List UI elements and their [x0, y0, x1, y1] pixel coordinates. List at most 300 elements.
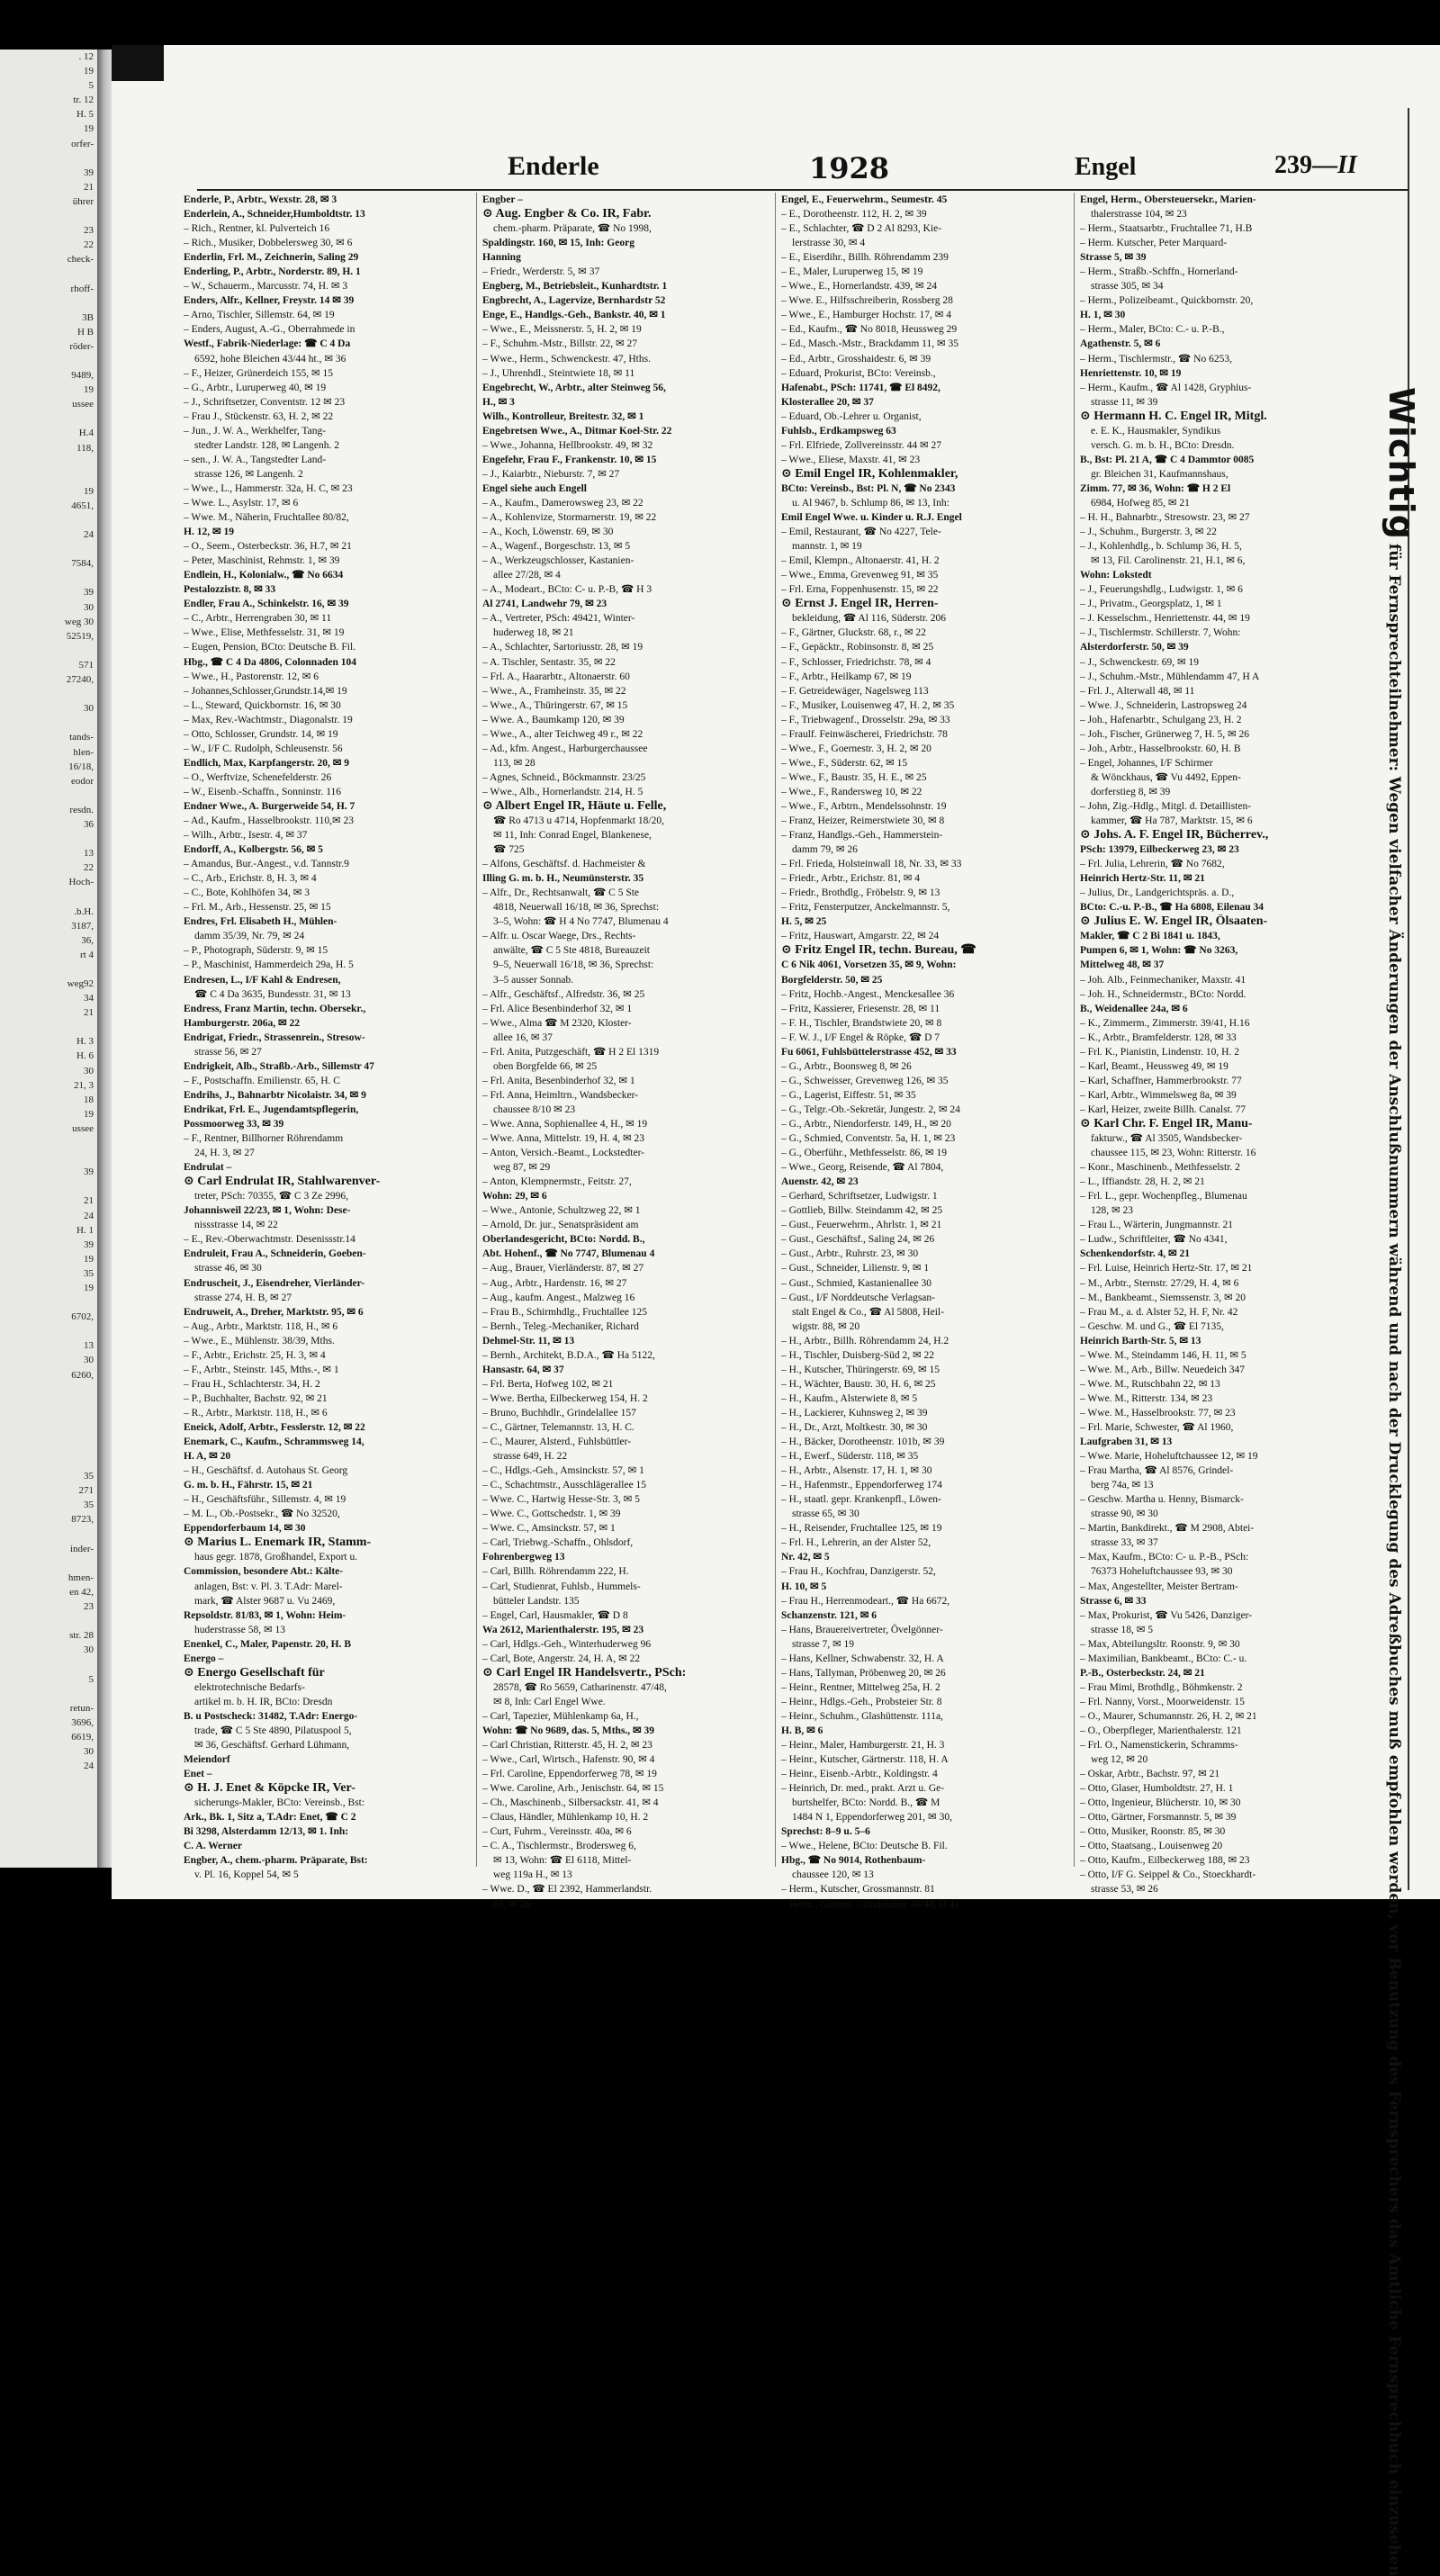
directory-entry: – J., Feuerungshdlg., Ludwigstr. 1, ✉ 6 [1080, 584, 1243, 596]
left-page-fragment: 22 [84, 239, 94, 251]
directory-entry: – Karl, Schaffner, Hammerbrookstr. 77 [1080, 1075, 1242, 1086]
directory-entry: – W., Eisenb.-Schaffn., Sonninstr. 116 [184, 786, 342, 797]
directory-entry: Enemark, C., Kaufm., Schrammsweg 14, [184, 1437, 364, 1448]
directory-entry: – Ludw., Schriftleiter, ☎ No 4341, [1080, 1234, 1228, 1246]
directory-entry: – Herm. Kutscher, Peter Marquard- [1080, 238, 1228, 249]
directory-entry: – Friedr., Brothdlg., Fröbelstr. 9, ✉ 13 [781, 887, 940, 899]
directory-entry: – Friedr., Arbtr., Erichstr. 81, ✉ 4 [781, 873, 921, 885]
directory-entry: Engel, E., Feuerwehrm., Seumestr. 45 [781, 194, 948, 205]
directory-entry: Repsoldstr. 81/83, ✉ 1, Wohn: Heim- [184, 1609, 346, 1621]
directory-entry: – Fraulf. Feinwäscherei, Friedrichstr. 78 [781, 728, 948, 740]
directory-entry: – F. Getreidewäger, Nagelsweg 113 [781, 685, 929, 697]
directory-entry: – F., Gepäcktr., Robinsonstr. 8, ✉ 25 [781, 642, 934, 653]
directory-entry: – Otto, Glaser, Humboldtstr. 27, H. 1 [1080, 1783, 1234, 1795]
directory-entry: weg 87, ✉ 29 [493, 1162, 551, 1174]
directory-entry: Engebrecht, W., Arbtr., alter Steinweg 56, [482, 382, 666, 393]
directory-entry: Enenkel, C., Maler, Papenstr. 20, H. B [184, 1638, 352, 1650]
directory-entry: Engel siehe auch Engell [482, 482, 587, 494]
directory-entry: – Herm., Polizeibeamt., Quickbornstr. 20, [1080, 295, 1254, 307]
directory-entry: Enet – [184, 1769, 212, 1780]
directory-entry: – F., Gärtner, Gluckstr. 68, r., ✉ 22 [781, 627, 926, 639]
directory-entry: strasse 46, ✉ 30 [194, 1263, 262, 1274]
directory-entry: – F., Arbtr., Steinstr. 145, Mths.-, ✉ 1 [184, 1364, 339, 1375]
directory-entry: – Agnes, Schneid., Böckmannstr. 23/25 [482, 771, 646, 783]
directory-entry: – M., Bankbeamt., Siemssenstr. 3, ✉ 20 [1080, 1292, 1246, 1303]
directory-entry: ✉ 36, Geschäftsf. Gerhard Lühmann, [194, 1740, 350, 1752]
directory-entry: anwälte, ☎ C 5 Ste 4818, Bureauzeit [493, 945, 651, 957]
left-page-fragment [0, 1440, 97, 1455]
directory-entry: – C., Maurer, Alsterd., Fuhlsbüttler- [482, 1437, 632, 1448]
directory-entry: C 6 Nik 4061, Vorsetzen 35, ✉ 9, Wohn: [781, 959, 957, 971]
left-page-fragment: 19 [84, 1282, 94, 1293]
left-page-fragment [0, 962, 97, 977]
directory-entry: Endresen, L., I/F Kahl & Endresen, [184, 974, 341, 986]
directory-entry: 4818, Neuerwall 16/18, ✉ 36, Sprechst: [493, 902, 660, 914]
directory-entry: damm 79, ✉ 26 [792, 844, 858, 856]
left-page-fragment: 30 [84, 1065, 94, 1076]
directory-entry: u. Al 9467, b. Schlump 86, ✉ 13, Inh: [792, 497, 950, 509]
directory-entry: Engebretsen Wwe., A., Ditmar Koel-Str. 22 [482, 425, 672, 437]
directory-entry: – F., Arbtr., Erichstr. 25, H. 3, ✉ 4 [184, 1349, 326, 1361]
left-page-fragment: 3696, [71, 1716, 94, 1728]
directory-entry: dorferstieg 8, ✉ 39 [1091, 786, 1171, 797]
directory-entry: allee 16, ✉ 37 [493, 1031, 553, 1043]
directory-entry: chaussee 115, ✉ 23, Wohn: Ritterstr. 16 [1091, 1148, 1256, 1159]
directory-entry: – K., Zimmerm., Zimmerstr. 39/41, H.16 [1080, 1017, 1250, 1029]
directory-entry: – Frau L., Wärterin, Jungmannstr. 21 [1080, 1220, 1234, 1231]
directory-entry: 76373 Hoheluftchaussee 93, ✉ 30 [1091, 1566, 1233, 1578]
directory-entry: – Wwe., F., Goernestr. 3, H. 2, ✉ 20 [781, 743, 932, 754]
directory-entry: elektrotechnische Bedarfs- [194, 1681, 305, 1693]
directory-entry: – Julius, Dr., Landgerichtspräs. a. D., [1080, 887, 1235, 899]
directory-entry: – Wwe. J., Schneiderin, Lastropsweg 24 [1080, 699, 1247, 711]
notice-title: Wichtig [1382, 387, 1421, 540]
directory-entry: – Emil, Klempn., Altonaerstr. 41, H. 2 [781, 555, 940, 567]
directory-entry: – Gust., Arbtr., Ruhrstr. 23, ✉ 30 [781, 1248, 919, 1260]
directory-entry: damm 35/39, Nr. 79, ✉ 24 [194, 931, 305, 942]
directory-entry: – Frl. Luise, Heinrich Hertz-Str. 17, ✉ 21 [1080, 1263, 1253, 1274]
directory-entry: – J., Privatm., Georgsplatz, 1, ✉ 1 [1080, 599, 1222, 610]
directory-entry: – Carl, Tapezier, Mühlenkamp 6a, H., [482, 1710, 639, 1722]
directory-entry: Wa 2612, Marienthalerstr. 195, ✉ 23 [482, 1624, 644, 1635]
directory-entry: – C., Arb., Erichstr. 8, H. 3, ✉ 4 [184, 873, 317, 885]
directory-entry: C. A. Werner [184, 1841, 242, 1852]
directory-entry: – Wwe., F., Arbtrn., Mendelssohnstr. 19 [781, 800, 947, 812]
directory-entry: – Aug., kaufm. Angest., Malzweg 16 [482, 1292, 635, 1303]
directory-entry: – Wwe., Antonie, Schultzweg 22, ✉ 1 [482, 1205, 641, 1217]
directory-entry: – G., Arbtr., Boonsweg 8, ✉ 26 [781, 1060, 912, 1072]
directory-entry: – Wwe., Alb., Hornerlandstr. 214, H. 5 [482, 786, 644, 797]
header-year: 1928 [809, 151, 890, 185]
directory-entry: Dehmel-Str. 11, ✉ 13 [482, 1335, 575, 1347]
directory-entry: & Wönckhaus, ☎ Vu 4492, Eppen- [1091, 771, 1241, 783]
directory-entry: – Eduard, Ob.-Lehrer u. Organist, [781, 410, 922, 422]
directory-entry: – C., Gärtner, Telemannstr. 13, H. C. [482, 1421, 634, 1433]
directory-entry: sicherungs-Makler, BCto: Vereinsb., Bst: [194, 1797, 365, 1809]
directory-entry: – Alfr., Dr., Rechtsanwalt, ☎ C 5 Ste [482, 887, 640, 899]
directory-entry: – Carl Christian, Ritterstr. 45, H. 2, ✉ 23 [482, 1740, 652, 1752]
left-page-fragment: weg92 [67, 978, 94, 989]
left-page-fragment [0, 644, 97, 658]
directory-entry: – Heinr., Hdlgs.-Geh., Probsteier Str. 8 [781, 1696, 942, 1707]
directory-entry: Fuhlsb., Erdkampsweg 63 [781, 425, 896, 437]
directory-entry: Westf., Fabrik-Niederlage: ☎ C 4 Da [184, 338, 351, 350]
directory-entry: – A., Werkzeugschlosser, Kastanien- [482, 555, 634, 567]
directory-entry: Hamburgerstr. 206a, ✉ 22 [184, 1017, 300, 1029]
directory-entry: – Geschw. Martha u. Henny, Bismarck- [1080, 1494, 1244, 1506]
directory-entry: – H., Reisender, Fruchtallee 125, ✉ 19 [781, 1523, 942, 1535]
directory-entry: – Aug., Arbtr., Hardenstr. 16, ✉ 27 [482, 1277, 627, 1289]
left-page-fragment [0, 571, 97, 585]
directory-entry: – Frl. Alice Besenbinderhof 32, ✉ 1 [482, 1003, 633, 1014]
directory-entry: ⊙ Ernst J. Engel IR, Herren- [781, 597, 939, 611]
directory-entry: – Carl, Bote, Angerstr. 24, H. A, ✉ 22 [482, 1653, 641, 1664]
left-page-fragment: hmen- [68, 1572, 94, 1583]
left-page-fragment: str. 28 [69, 1630, 94, 1642]
directory-entry: – G., Lagerist, Eiffestr. 51, ✉ 35 [781, 1089, 916, 1101]
directory-entry: strasse 90, ✉ 30 [1091, 1509, 1158, 1520]
left-page-fragment: H. 6 [76, 1050, 94, 1062]
directory-entry: – Frl. L., gepr. Wochenpfleg., Blumenau [1080, 1191, 1247, 1202]
directory-entry: – Hans, Kellner, Schwabenstr. 32, H. A [781, 1653, 944, 1664]
directory-entry: – O., Oberpfleger, Marienthalerstr. 121 [1080, 1725, 1242, 1736]
vertical-notice [1367, 387, 1421, 2576]
directory-entry: – Aug., Brauer, Vierländerstr. 87, ✉ 27 [482, 1263, 644, 1274]
left-page-fragment: 30 [84, 703, 94, 715]
directory-entry: – H., Ewerf., Süderstr. 118, ✉ 35 [781, 1451, 919, 1463]
directory-entry: – Wwe., Johanna, Hellbrookstr. 49, ✉ 32 [482, 439, 653, 451]
directory-entry: nissstrasse 14, ✉ 22 [194, 1220, 278, 1231]
directory-entry: – Herm., Kaufm., ☎ Al 1428, Gryphius- [1080, 382, 1252, 393]
directory-entry: Commission, besondere Abt.: Kälte- [184, 1566, 344, 1578]
directory-entry: – G., Schmied, Conventstr. 5a, H. 1, ✉ 23 [781, 1133, 956, 1145]
directory-entry: H. A, ✉ 20 [184, 1451, 231, 1463]
directory-entry: – F., Arbtr., Heilkamp 67, ✉ 19 [781, 671, 912, 682]
directory-entry: – J., Schuhm., Burgerstr. 3, ✉ 22 [1080, 527, 1217, 538]
directory-entry: – E., Rev.-Oberwachtmstr. Desenissstr.14 [184, 1234, 356, 1246]
directory-entry: – Franz, Handlgs.-Geh., Hammerstein- [781, 830, 943, 842]
directory-entry: – Frl. J., Alterwall 48, ✉ 11 [1080, 685, 1195, 697]
directory-entry: – A. Tischler, Sentastr. 35, ✉ 22 [482, 656, 616, 668]
directory-entry: – Max, Abteilungsltr. Roonstr. 9, ✉ 30 [1080, 1638, 1240, 1650]
left-page-fragment: 16/18, [68, 761, 94, 772]
directory-entry: – Frl. Nanny, Vorst., Moorweidenstr. 15 [1080, 1696, 1245, 1707]
directory-entry: trade, ☎ C 5 Ste 4890, Pilatuspool 5, [194, 1725, 352, 1736]
left-page-fragment [0, 716, 97, 730]
directory-entry: – Frau Martha, ☎ Al 8576, Grindel- [1080, 1465, 1234, 1477]
directory-entry: – Wwe., A., alter Teichweg 49 r., ✉ 22 [482, 728, 644, 740]
directory-entry: – Wwe., L., Hammerstr. 32a, H. C, ✉ 23 [184, 482, 353, 494]
directory-entry: – H., Kaufm., Alsterwiete 8, ✉ 5 [781, 1392, 918, 1404]
directory-entry: H. 1, ✉ 30 [1080, 310, 1126, 321]
left-page-fragment: 34 [84, 993, 94, 1004]
left-page-fragment [0, 470, 97, 484]
left-page-fragment: 24 [84, 1761, 94, 1772]
directory-entry: Endrulat – [184, 1162, 232, 1174]
directory-entry: – F. W. J., I/F Engel & Röpke, ☎ D 7 [781, 1031, 940, 1043]
book-gutter [97, 50, 112, 1868]
directory-entry: 6592, hohe Bleichen 43/44 ht., ✉ 36 [194, 353, 346, 365]
directory-entry: – Wwe. C., Amsinckstr. 57, ✉ 1 [482, 1523, 616, 1535]
directory-entry: – Wwe., Elise, Methfesselstr. 31, ✉ 19 [184, 627, 345, 639]
directory-entry: Zimm. 77, ✉ 36, Wohn: ☎ H 2 El [1080, 482, 1231, 494]
directory-entry: ✉ 13, Wohn: ☎ El 6118, Mittel- [493, 1855, 632, 1867]
directory-entry: strasse 11, ✉ 39 [1091, 396, 1158, 408]
directory-entry: – Enders, August, A.-G., Oberrahmede in [184, 324, 356, 336]
left-page-fragment [0, 1150, 97, 1165]
left-page-fragment: 39 [84, 1238, 94, 1250]
scan-corner [112, 45, 164, 81]
directory-entry: ⊙ Karl Chr. F. Engel IR, Manu- [1080, 1117, 1253, 1130]
directory-entry: – Wwe. C., Gottschedstr. 1, ✉ 39 [482, 1509, 621, 1520]
directory-entry: 128, ✉ 23 [1091, 1205, 1134, 1217]
directory-entry: H. 5, ✉ 25 [781, 916, 827, 928]
directory-entry: – Wwe. M., Hasselbrookstr. 77, ✉ 23 [1080, 1407, 1236, 1419]
directory-entry: Endress, Franz Martin, techn. Obersekr., [184, 1003, 366, 1014]
directory-entry: Hbg., ☎ No 9014, Rothenbaum- [781, 1855, 926, 1867]
directory-entry: Meiendorf [184, 1754, 230, 1766]
left-page-edge [0, 50, 97, 1868]
directory-entry: ⊙ Marius L. Enemark IR, Stamm- [184, 1536, 372, 1550]
directory-entry: – Friedr., Werderstr. 5, ✉ 37 [482, 266, 600, 278]
directory-entry: Bi 3298, Alsterdamm 12/13, ✉ 1. Inh: [184, 1826, 349, 1838]
left-page-fragment: 19 [84, 1253, 94, 1265]
left-page-fragment: 22 [84, 862, 94, 874]
directory-entry: – Wwe., F., Baustr. 35, H. E., ✉ 25 [781, 771, 927, 783]
left-page-fragment [0, 296, 97, 311]
directory-entry: Energo – [184, 1653, 224, 1664]
left-page-fragment [0, 1020, 97, 1034]
left-page-fragment: 5 [88, 80, 94, 92]
directory-entry: Strasse 5, ✉ 39 [1080, 252, 1147, 264]
directory-entry: – Wilh., Arbtr., Isestr. 4, ✉ 37 [184, 830, 308, 842]
directory-entry: strasse 126, ✉ Langenh. 2 [194, 468, 303, 480]
directory-entry: Wilh., Kontrolleur, Breitestr. 32, ✉ 1 [482, 410, 644, 422]
left-page-fragment: 13 [84, 1340, 94, 1352]
directory-entry: Sprechst: 8–9 u. 5–6 [781, 1826, 870, 1838]
directory-entry: – P., Photograph, Süderstr. 9, ✉ 15 [184, 945, 328, 957]
directory-entry: – Anton, Klempnermstr., Feitstr. 27, [482, 1176, 632, 1188]
directory-entry: Agathenstr. 5, ✉ 6 [1080, 338, 1161, 350]
directory-entry: – Peter, Maschinist, Rehmstr. 1, ✉ 39 [184, 555, 340, 567]
directory-entry: Endruweit, A., Dreher, Marktstr. 95, ✉ 6 [184, 1306, 364, 1318]
directory-entry: – Joh. Alb., Feinmechaniker, Maxstr. 41 [1080, 974, 1246, 986]
directory-entry: – F., Rentner, Billhorner Röhrendamm [184, 1133, 344, 1145]
left-page-fragment: 36, [81, 934, 94, 946]
left-page-fragment: 35 [84, 1267, 94, 1279]
directory-entry: – Joh., Fischer, Grünerweg 7, H. 5, ✉ 26 [1080, 728, 1250, 740]
left-page-fragment: 3187, [71, 920, 94, 932]
directory-entry: – Gust., Feuerwehrm., Ahrlstr. 1, ✉ 21 [781, 1220, 942, 1231]
directory-entry: – Engel, Carl, Hausmakler, ☎ D 8 [482, 1609, 628, 1621]
directory-entry: Endrihs, J., Bahnarbtr Nicolaistr. 34, ✉ 9 [184, 1089, 366, 1101]
directory-entry: – Frl. A., Haararbtr., Altonaerstr. 60 [482, 671, 630, 682]
left-page-fragment: 24 [84, 1210, 94, 1221]
directory-entry: H. 10, ✉ 5 [781, 1581, 827, 1592]
directory-entry: – Eduard, Prokurist, BCto: Vereinsb., [781, 367, 936, 379]
directory-entry: – Wwe., E., Mühlenstr. 38/39, Mths. [184, 1335, 335, 1347]
directory-entry: ✉ 13, Fil. Carolinenstr. 21, H.1, ✉ 6, [1091, 555, 1246, 567]
directory-entry: – Carl, Studienrat, Fuhlsb., Hummels- [482, 1581, 641, 1592]
left-page-fragment [0, 1556, 97, 1571]
left-page-fragment: Hoch- [68, 877, 94, 888]
directory-entry: – Frau Mimi, Brothdlg., Böhmkenstr. 2 [1080, 1681, 1243, 1693]
left-page-fragment: 571 [78, 659, 94, 671]
left-page-fragment: 21 [84, 1007, 94, 1019]
directory-entry: Enge, E., Handlgs.-Geh., Bankstr. 40, ✉ 1 [482, 310, 666, 321]
directory-entry: strasse 18, ✉ 5 [1091, 1624, 1154, 1635]
directory-entry: – Otto, Gärtner, Forsmannstr. 5, ✉ 39 [1080, 1812, 1237, 1824]
directory-entry: B. u Postscheck: 31482, T.Adr: Energo- [184, 1710, 358, 1722]
directory-entry: – Fritz, Hochb.-Angest., Menckesallee 36 [781, 988, 955, 1000]
directory-entry: – Otto, Staatsang., Louisenweg 20 [1080, 1841, 1223, 1852]
left-page-fragment [0, 411, 97, 426]
directory-entry: Engberg, M., Betriebsleit., Kunhardtstr. 1 [482, 281, 668, 293]
directory-entry: – Frau J., Stückenstr. 63, H. 2, ✉ 22 [184, 410, 334, 422]
left-page-fragment [0, 266, 97, 281]
left-page-fragment: ussee [72, 399, 94, 410]
directory-entry: – Eugen, Pension, BCto: Deutsche B. Fil. [184, 642, 356, 653]
directory-entry: Wohn: 29, ✉ 6 [482, 1191, 547, 1202]
directory-entry: – Wwe. M., Arb., Billw. Neuedeich 347 [1080, 1364, 1246, 1375]
directory-entry: – C., Bote, Kohlhöfen 34, ✉ 3 [184, 887, 310, 899]
directory-entry: strasse 33, ✉ 37 [1091, 1537, 1158, 1549]
directory-entry: – E., Maler, Luruperweg 15, ✉ 19 [781, 266, 923, 278]
directory-entry: ⊙ Energo Gesellschaft für [184, 1665, 325, 1680]
left-page-fragment: 23 [84, 225, 94, 237]
directory-entry: strasse 56, ✉ 27 [194, 1046, 262, 1058]
left-page-fragment: 39 [84, 587, 94, 599]
column-divider [775, 193, 776, 1867]
directory-entry: Endrigat, Friedr., Strassenrein., Stresow- [184, 1031, 365, 1043]
directory-entry: Klosterallee 20, ✉ 37 [781, 396, 874, 408]
directory-page [112, 45, 1440, 2576]
directory-entry: – Heinr., Rentner, Mittelweg 25a, H. 2 [781, 1681, 940, 1693]
directory-entry: bekleidung, ☎ Al 116, Süderstr. 206 [792, 613, 947, 625]
directory-entry: – Otto, Schlosser, Grundstr. 14, ✉ 19 [184, 728, 338, 740]
directory-entry: Pumpen 6, ✉ 1, Wohn: ☎ No 3263, [1080, 945, 1238, 957]
directory-entry: – Max, Prokurist, ☎ Vu 5426, Danziger- [1080, 1609, 1253, 1621]
directory-entry: – L., Iffiandstr. 28, H. 2, ✉ 21 [1080, 1176, 1205, 1188]
left-page-fragment: 5 [88, 1673, 94, 1685]
directory-entry: Borgfelderstr. 50, ✉ 25 [781, 974, 883, 986]
directory-entry: – Alfr., Geschäftsf., Alfredstr. 36, ✉ 25 [482, 988, 645, 1000]
directory-entry: – Frl. Berta, Hofweg 102, ✉ 21 [482, 1378, 614, 1390]
directory-entry: treter, PSch: 70355, ☎ C 3 Ze 2996, [194, 1191, 349, 1202]
directory-entry: 63, ✉ 26 [493, 1898, 531, 1910]
directory-entry: ☎ Ro 4713 u 4714, Hopfenmarkt 18/20, [493, 815, 665, 827]
directory-entry: – Wwe., Helene, BCto: Deutsche B. Fil. [781, 1841, 948, 1852]
directory-entry: – Gust., Schmied, Kastanienallee 30 [781, 1277, 932, 1289]
directory-entry: – C., Hdlgs.-Geh., Amsinckstr. 57, ✉ 1 [482, 1465, 644, 1477]
directory-entry: – Wwe. M., Steindamm 146, H. 11, ✉ 5 [1080, 1349, 1246, 1361]
directory-entry: – Franz, Heizer, Reimerstwiete 30, ✉ 8 [781, 815, 945, 827]
directory-entry: – Frl. Marie, Schwester, ☎ Al 1960, [1080, 1421, 1234, 1433]
directory-entry: – Wwe. E., Hilfsschreiberin, Rossberg 28 [781, 295, 953, 307]
left-page-fragment: orfer- [71, 138, 94, 149]
directory-entry: ⊙ H. J. Enet & Köpcke IR, Ver- [184, 1781, 356, 1796]
directory-entry: Pestalozzistr. 8, ✉ 33 [184, 584, 276, 596]
directory-entry: – Wwe., F., Süderstr. 62, ✉ 15 [781, 757, 908, 769]
directory-entry: – Max, Kaufm., BCto: C- u. P.-B., PSch: [1080, 1552, 1249, 1563]
directory-entry: – Wwe. D., ☎ El 2392, Hammerlandstr. [482, 1884, 652, 1896]
directory-entry: 9–5, Neuerwall 16/18, ✉ 36, Sprechst: [493, 959, 654, 971]
left-page-fragment [0, 1411, 97, 1426]
directory-entry: thalerstrasse 104, ✉ 23 [1091, 209, 1187, 221]
directory-entry: – W., Schauerm., Marcusstr. 74, H. ✉ 3 [184, 281, 348, 293]
directory-entry: strasse 274, H. B, ✉ 27 [194, 1292, 292, 1303]
directory-entry: – J., Schuhm.-Mstr., Mühlendamm 47, H A [1080, 671, 1260, 682]
directory-entry: BCto: Vereinsb., Bst: Pl. N, ☎ No 2343 [781, 482, 956, 494]
directory-entry: Wohn: Lokstedt [1080, 570, 1152, 581]
left-page-fragment: 4651, [71, 500, 94, 511]
directory-entry: – A., Koch, Löwenstr. 69, ✉ 30 [482, 527, 614, 538]
directory-entry: – J., Kohlenhdlg., b. Schlump 36, H. 5, [1080, 541, 1242, 553]
directory-entry: – Wwe. Bertha, Eilbeckerweg 154, H. 2 [482, 1392, 648, 1404]
directory-entry: – Heinr., Maler, Hamburgerstr. 21, H. 3 [781, 1740, 945, 1752]
directory-entry: strasse 305, ✉ 34 [1091, 281, 1164, 293]
left-page-fragment [0, 1614, 97, 1628]
directory-column-2 [482, 193, 772, 1912]
directory-entry: – Frau M., a. d. Alster 52, H. F, Nr. 42 [1080, 1306, 1238, 1318]
directory-entry: – F. H., Tischler, Brandstwiete 20, ✉ 8 [781, 1017, 942, 1029]
directory-entry: Ark., Bk. 1, Sitz a, T.Adr: Enet, ☎ C 2 [184, 1812, 356, 1824]
left-page-fragment [0, 687, 97, 701]
left-page-fragment: 35 [84, 1500, 94, 1511]
left-page-fragment: rhoff- [70, 283, 94, 294]
directory-entry: – H., Geschäftsführ., Sillemstr. 4, ✉ 19 [184, 1494, 346, 1506]
directory-column-4 [1080, 193, 1370, 1897]
notice-text: für Fernsprechteilnehmer: Wegen vielfacher Änderungen der Anschlußnummern während und nach der Drucklegung des Adreßbuches muß empfohlen werden, vor Benutzung des Fernsprechers das Amtliche Fernsprechbuch einzusehen [1385, 543, 1403, 2576]
left-page-fragment: .b.H. [74, 905, 94, 917]
left-page-fragment: H. 3 [76, 1036, 94, 1048]
column-divider [476, 193, 477, 1867]
directory-entry: – M. L., Ob.-Postsekr., ☎ No 32520, [184, 1509, 340, 1520]
directory-entry: – Gust., I/F Norddeutsche Verlagsan- [781, 1292, 935, 1303]
directory-entry: Mittelweg 48, ✉ 37 [1080, 959, 1165, 971]
directory-entry: Enderle, P., Arbtr., Wexstr. 28, ✉ 3 [184, 194, 338, 205]
directory-entry: haus gegr. 1878, Großhandel, Export u. [194, 1552, 358, 1563]
directory-entry: Auenstr. 42, ✉ 23 [781, 1176, 859, 1188]
directory-entry: Endorff, A., Kolbergstr. 56, ✉ 5 [184, 844, 323, 856]
directory-entry: – Amandus, Bur.-Angest., v.d. Tannstr.9 [184, 859, 349, 870]
directory-entry: – O., Seem., Osterbeckstr. 36, H.7, ✉ 21 [184, 541, 352, 553]
left-page-fragment [0, 1295, 97, 1310]
directory-entry: – Geschw. M. und G., ☎ El 7135, [1080, 1320, 1224, 1332]
directory-entry: – Heinr., Eisenb.-Arbtr., Koldingstr. 4 [781, 1769, 938, 1780]
left-page-fragment [0, 354, 97, 368]
directory-entry: – H., Arbtr., Alsenstr. 17, H. 1, ✉ 30 [781, 1465, 932, 1477]
directory-entry: – Ad., Kaufm., Hasselbrookstr. 110,✉ 23 [184, 815, 355, 827]
left-page-fragment: inder- [69, 1543, 94, 1554]
directory-entry: – Joh. H., Schneidermstr., BCto: Nordd. [1080, 988, 1246, 1000]
left-page-fragment [0, 1426, 97, 1440]
directory-entry: – Carl, Hdlgs.-Geh., Winterhuderweg 96 [482, 1638, 652, 1650]
directory-entry: Heinrich Barth-Str. 5, ✉ 13 [1080, 1335, 1202, 1347]
directory-entry: – Martin, Bankdirekt., ☎ M 2908, Abtei- [1080, 1523, 1255, 1535]
directory-entry: Nr. 42, ✉ 5 [781, 1552, 830, 1563]
left-page-fragment: . 12 [78, 51, 94, 62]
left-page-fragment [0, 151, 97, 166]
left-page-fragment: hlen- [73, 746, 94, 758]
directory-entry: – Hans, Brauereivertreter, Övelgönner- [781, 1624, 943, 1635]
directory-entry: – Ch., Maschinenb., Silbersackstr. 41, ✉ 4 [482, 1797, 659, 1809]
directory-entry: – Frl. Anita, Besenbinderhof 32, ✉ 1 [482, 1075, 635, 1086]
directory-entry: – Heinrich, Dr. med., prakt. Arzt u. Ge- [781, 1783, 945, 1795]
directory-entry: – Otto, Ingenieur, Blücherstr. 10, ✉ 30 [1080, 1797, 1241, 1809]
directory-entry: lerstrasse 30, ✉ 4 [792, 238, 866, 249]
directory-entry: 113, ✉ 28 [493, 757, 536, 769]
